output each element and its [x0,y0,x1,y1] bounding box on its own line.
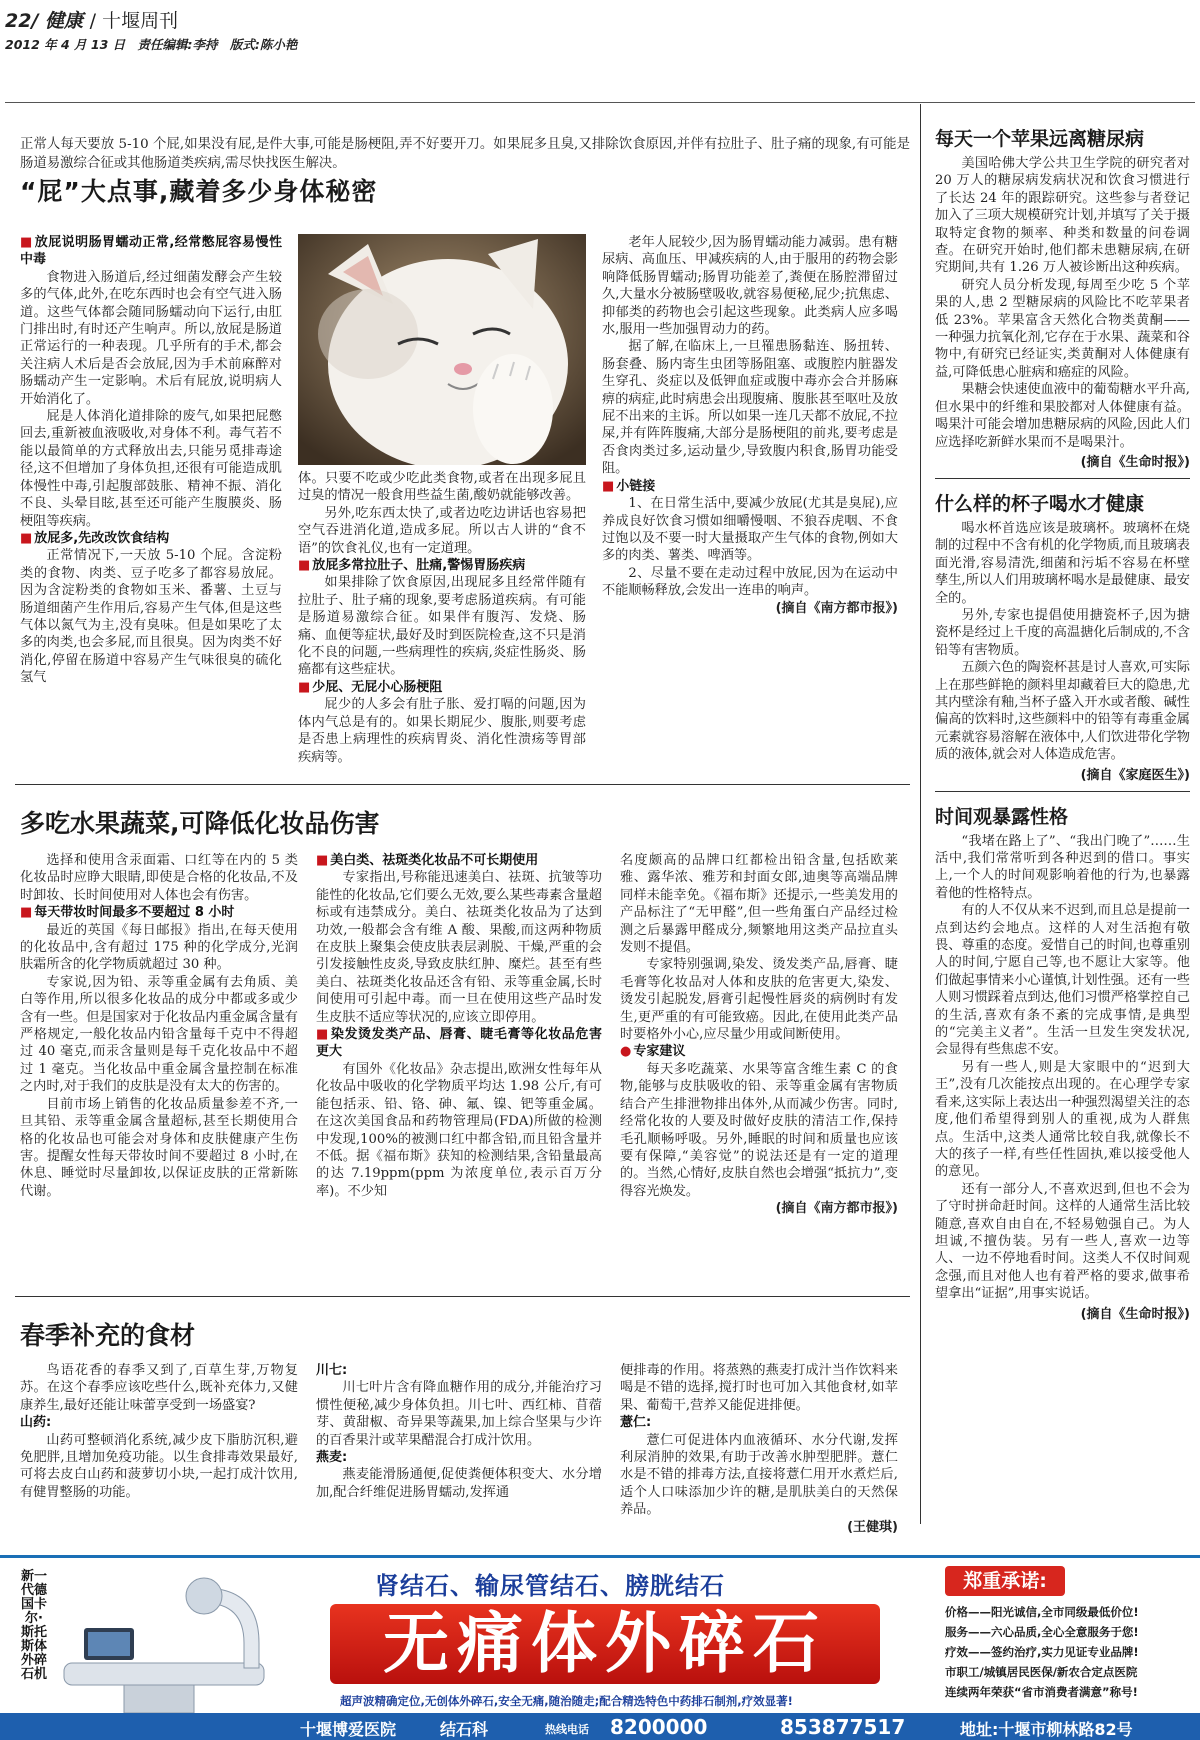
paragraph: 薏仁可促进体内血液循环、水分代谢,发挥利尿消肿的效果,有助于改善水肿型肥胖。薏仁水是不错的排毒方法,直接将薏仁用开水煮烂后,适个人口味添加少许的糖,是肌肤美白的天然保养品。 [620,1432,898,1518]
sidebar-divider [920,104,921,1524]
ad-promise-item: 价格——阳光诚信,全市同级最低价位! [945,1605,1139,1619]
ad-promise-item: 市职工/城镇居民医保/新农合定点医院 [945,1665,1138,1679]
article2-title: 多吃水果蔬菜,可降低化妆品伤害 [20,809,380,838]
phone-number-2: 853877517 [780,1715,906,1739]
article1-column-1 [20,234,282,687]
paragraph: 五颜六色的陶瓷杯甚是讨人喜欢,可实际上在那些鲜艳的颜料里却藏着巨大的隐患,尤其内壁涂有釉,当杯子盛入开水或者酸、碱性偏高的饮料时,这些颜料中的铅等有毒重金属元素就容易溶解在液体中,人们饮进带化学物质的液体,就会对人体造成危害。 [935,660,1190,763]
article1-title: “屁”大点事,藏着多少身体秘密 [20,177,378,206]
subheading-text: 染发烫发类产品、唇膏、睫毛膏等化妆品危害更大 [316,1027,602,1060]
lithotripter-machine-icon [54,1568,284,1718]
layout-credit: 版式:陈小艳 [229,37,298,52]
food-heading: 川七: [316,1363,348,1378]
page-header [5,6,1195,54]
article3-title: 春季补充的食材 [20,1321,196,1350]
food-heading: 薏仁: [620,1415,652,1431]
paragraph: 还有一部分人,不喜欢迟到,但也不会为了守时拼命赶时间。这样的人通常生活比较随意,喜欢自由自在,不轻易勉强自己。为人坦诚,不擅伪装。另有一些人,喜欢一边等人、一边不停地看时间。这类人不仅时间观念强,而且对他人也有着严格的要求,做事希望拿出“证据”,用事实说话。 [935,1181,1190,1302]
section-rule-1 [15,784,910,785]
article2-column-2 [316,852,602,1200]
paragraph: 老年人屁较少,因为肠胃蠕动能力减弱。患有糖尿病、高血压、甲减疾病的人,由于服用的药物会影响降低肠胃蠕动;肠胃功能差了,粪便在肠腔滞留过久,大量水分被肠壁吸收,就容易便秘,屁少;抗焦虑、抑郁类的药物也会引起这些现象。此类病人应多喝水,服用一些加强胃动力的药。 [602,235,898,338]
paragraph: 2、尽量不要在走动过程中放屁,因为在运动中不能顺畅释放,会发出一连串的响声。 [602,565,898,599]
red-square-bullet-icon: ■ [20,905,33,921]
article-source: (摘自《南方都市报》) [775,600,898,616]
hospital-address: 地址:十堰市柳林路82号 [960,1720,1133,1739]
ad-tagline: 超声波精确定位,无创体外碎石,安全无痛,随治随走;配合精选特色中药排石制剂,疗效显著! [340,1694,793,1708]
ad-main-slogan: 无痛体外碎石 [330,1604,880,1684]
paragraph: 便排毒的作用。将蒸熟的燕麦打成汁当作饮料来喝是不错的选择,搅打时也可加入其他食材,如苹果、葡萄干,营养又能促进排便。 [620,1363,898,1413]
ad-contact-bar [0,1713,1200,1740]
red-square-bullet-icon: ■ [20,530,33,546]
subheading-text: 放屁多常拉肚子、肚痛,警惕胃肠疾病 [312,558,526,574]
paragraph: 另外,吃东西太快了,或者边吃边讲话也容易把空气吞进消化道,造成多屁。所以古人讲的“食不语”的饮食礼仪,也有一定道理。 [298,505,586,556]
paragraph: 名度颇高的品牌口红都检出铅含量,包括欧莱雅、露华浓、雅芳和封面女郎,迪奥等高端品牌同样未能幸免。《福布斯》还提示,一些美发用的产品标注了“无甲醛”,但一些角蛋白产品经过检测之后暴露甲醛成分,频繁地用这类产品拉直头发则不提倡。 [620,853,898,956]
subheading [298,557,586,574]
paragraph: 最近的英国《每日邮报》指出,在每天使用的化妆品中,含有超过 175 种的化学成分,光润肤霜所含的化学物质就超过 30 种。 [20,922,298,973]
phone-number-1: 8200000 [610,1715,708,1739]
subheading [602,478,898,495]
ad-promise-item: 连续两年荣获“省市消费者满意”称号! [945,1685,1138,1699]
sidebar [935,124,1190,1322]
red-square-bullet-icon: ■ [602,478,615,494]
red-square-bullet-icon: ■ [316,1027,329,1043]
subheading-text: 放屁说明肠胃蠕动正常,经常憋屁容易慢性中毒 [20,235,282,268]
sidebar-rule-1 [935,478,1190,479]
page-number: 22/ [5,10,39,32]
subheading [316,1026,602,1061]
paragraph: 研究人员分析发现,每周至少吃 5 个苹果的人,患 2 型糖尿病的风险比不吃苹果者低 23%。苹果富含天然化合物类黄酮——一种强力抗氧化剂,它存在于水果、蔬菜和谷物中,有研究已经证实,类黄酮对人体健康有益,可降低患心脏病和癌症的风险。 [935,277,1190,380]
sidebar-article-cup [935,489,1190,783]
paragraph: “我堵在路上了”、“我出门晚了”……生活中,我们常常听到各种迟到的借口。事实上,一个人的时间观影响着他的行为,也暴露着他的性格特点。 [935,833,1190,901]
subheading [20,234,282,269]
subheading-text: 专家建议 [633,1044,686,1060]
section-name: 健康 [45,10,84,32]
subheading [298,679,586,696]
advertisement [0,1555,1200,1740]
sidebar-source-cup: (摘自《家庭医生》) [1080,767,1190,783]
paragraph: 专家特别强调,染发、烫发类产品,唇膏、睫毛膏等化妆品对人体和皮肤的危害更大,染发、烫发引起脱发,唇膏引起慢性唇炎的病例时有发生,更严重的有可能致癌。因此,在使用此类产品时要格外小心,应尽量少用或间断使用。 [620,957,898,1043]
paragraph: 如果排除了饮食原因,出现屁多且经常伴随有拉肚子、肚子痛的现象,要考虑肠道疾病。有可能是肠道易激综合征。如果伴有腹泻、发烧、肠痛、血便等症状,最好及时到医院检查,这不只是消化不良的问题,一些病理性的疾病,炎症性肠炎、肠癌都有这些症状。 [298,575,586,678]
article2-column-1 [20,852,298,1200]
ad-promise-title: 郑重承诺: [945,1566,1065,1596]
ad-promise-item: 疗效——签约治疗,实力见证专业品牌! [945,1645,1139,1659]
header-line1 [5,6,1195,33]
paragraph: 体。只要不吃或少吃此类食物,或者在出现多屁且过臭的情况一般食用些益生菌,酸奶就能够改善。 [298,471,586,504]
red-square-bullet-icon: ■ [20,235,33,250]
paragraph: 另外,专家也提倡使用搪瓷杯子,因为搪瓷杯是经过上千度的高温搪化后制成的,不含铅等有害物质。 [935,607,1190,658]
paragraph: 据了解,在临床上,一旦罹患肠黏连、肠扭转、肠套叠、肠内寄生虫团等肠阻塞、或腹腔内脏器发生穿孔、炎症以及低钾血症或腹中毒亦会合并肠麻痹的病症,此时病患会出现腹痛、腹胀甚至呕吐及放屁不出来的主诉。所以如果一连几天都不放屁,不拉屎,并有阵阵腹痛,大部分是肠梗阻的前兆,要考虑是否食肉类过多,运动量少,导致腹内积食,肠胃功能受阻。 [602,339,898,477]
editor-credit: 责任编辑:李持 [137,37,218,52]
article2-column-3 [620,852,898,1218]
cat-image-icon [298,234,586,465]
ad-vertical-text: 新一代德国卡尔·斯托斯体外碎石机 [20,1569,47,1682]
header-line2 [5,35,1195,53]
paragraph: 专家说,因为铅、汞等重金属有去角质、美白等作用,所以很多化妆品的成分中都或多或少含有一些。但是国家对于化妆品内重金属含量有严格规定,一般化妆品内铅含量每千克中不得超过 40 毫克,而汞含量则是每千克化妆品中不超过 1 毫克。当化妆品中重金属含量控制在标准之内时,对于我们的皮肤是没有太大的伤害的。 [20,974,298,1095]
article3-column-1 [20,1362,298,1501]
paragraph: 专家指出,号称能迅速美白、祛斑、抗皱等功能性的化妆品,它们要么无效,要么某些毒素含量超标或有违禁成分。美白、祛斑类化妆品为了达到功效,一般都会含有维 A 酸、果酸,而这两种物质在皮肤上聚集会使皮肤表层剥脱、干燥,严重的会引发接触性皮炎,导致皮肤红肿、糜烂。甚至有些美白、祛斑类化妆品还含有铅、汞等重金属,长时间使用可引起中毒。而一旦在使用这些产品时发生皮肤不适应等状况的,应该立即停用。 [316,870,602,1025]
article1-column-3 [602,234,898,617]
paragraph: 鸟语花香的春季又到了,百草生芽,万物复苏。在这个春季应该吃些什么,既补充体力,又健康养生,最好还能让味蕾享受到一场盛宴? [20,1363,298,1413]
paragraph: 有的人不仅从来不迟到,而且总是提前一点到达约会地点。这样的人对生活抱有敬畏、尊重的态度。爱惜自己的时间,也尊重别人的时间,宁愿自己等,也不愿让大家等。他们做起事情来小心谨慎,计划性强。还有一些人则习惯踩着点到达,他们习惯严格掌控自己的生活,喜欢有条不紊的完成事情,是典型的“完美主义者”。生活一旦发生突发状况,会显得有些焦虑不安。 [935,903,1190,1058]
paper-name: / 十堰周刊 [89,10,179,32]
food-heading: 燕麦: [316,1450,348,1466]
paragraph: 食物进入肠道后,经过细菌发酵会产生较多的气体,此外,在吃东西时也会有空气进入肠道。这些气体都会随同肠蠕动向下运行,由肛门排出时,有时还产生响声。所以,放屁是肠道正常运行的一种表现。几乎所有的手术,都会关注病人术后是否会放屁,因为手术前麻醉对肠蠕动产生一定影响。术后有屁放,说明病人开始消化了。 [20,269,282,407]
article-source: (摘自《南方都市报》) [775,1201,898,1217]
paragraph: 川七叶片含有降血糖作用的成分,并能治疗习惯性便秘,减少身体负担。川七叶、西红柿、苜蓿芽、黄甜椒、奇异果等蔬果,加上综合坚果与少许的百香果汁或苹果醋混合打成汁饮用。 [316,1380,602,1448]
subheading [20,530,282,547]
sidebar-body-time [935,833,1190,1303]
subheading-text: 美白类、祛斑类化妆品不可长期使用 [330,853,539,868]
paragraph: 另有一些人,则是大家眼中的“迟到大王”,没有几次能按点出现的。在心理学专家看来,这实际上表达出一种强烈渴望关注的态度,他们希望得到别人的重视,成为人群焦点。生活中,这类人通常比较自我,就像长不大的孩子一样,有些任性固执,难以接受他人的意见。 [935,1059,1190,1180]
red-square-bullet-icon: ■ [298,679,311,695]
article1-column-2 [298,470,586,766]
subheading-text: 小链接 [616,478,656,494]
ad-promise-item: 服务——六心品质,全心全意服务于您! [945,1625,1139,1639]
paragraph: 美国哈佛大学公共卫生学院的研究者对 20 万人的糖尿病发病状况和饮食习惯进行了长达 24 年的跟踪研究。这些参与者登记加入了三项大规模研究计划,并填写了关于摄取特定食物的频率、种类和数量的问卷调查。在研究开始时,他们都未患糖尿病,在研究期间,共有 1.26 万人被诊断出这种疾病。 [935,156,1190,276]
paragraph: 每天多吃蔬菜、水果等富含维生素 C 的食物,能够与皮肤吸收的铅、汞等重金属有害物质结合产生排泄物排出体外,从而减少伤害。同时,经常化妆的人要及时做好皮肤的清洁工作,保持毛孔顺畅呼吸。另外,睡眠的时间和质量也应该要有保障,“美容觉”的说法还是有一定的道理的。当然,心情好,皮肤自然也会增强“抵抗力”,变得容光焕发。 [620,1061,898,1199]
paragraph: 山药可整顿消化系统,减少皮下脂肪沉积,避免肥胖,且增加免疫功能。以生食排毒效果最好,可将去皮白山药和菠萝切小块,一起打成汁饮用,有健胃整肠的功能。 [20,1432,298,1500]
article3-column-3 [620,1362,898,1536]
phone-label: 热线电话 [545,1723,589,1736]
ad-headline: 肾结石、输尿管结石、膀胱结石 [375,1572,725,1600]
subheading [20,904,298,921]
sidebar-source-time: (摘自《生命时报》) [1080,1306,1190,1322]
subheading-text: 每天带妆时间最多不要超过 8 小时 [34,905,235,921]
paragraph: 屁少的人多会有肚子胀、爱打嗝的问题,因为体内气总是有的。如果长期屁少、腹胀,则要考虑是否患上病理性的疾病胃炎、消化性溃疡等胃部疾病等。 [298,697,586,765]
sidebar-title-cup: 什么样的杯子喝水才健康 [935,492,1145,515]
sidebar-article-apple [935,124,1190,470]
subheading [316,852,602,869]
paragraph: 目前市场上销售的化妆品质量参差不齐,一旦其铅、汞等重金属含量超标,甚至长期使用合格的化妆品也可能会对身体和皮肤健康产生伤害。提醒女性每天带妆时间不要超过 8 小时,在休息、睡觉时尽量卸妆,以保证皮肤的正常新陈代谢。 [20,1096,298,1199]
red-square-bullet-icon: ■ [298,558,311,574]
paragraph: 正常情况下,一天放 5-10 个屁。含淀粉类的食物、肉类、豆子吃多了都容易放屁。因为含淀粉类的食物如玉米、番薯、土豆与肠道细菌产生作用后,容易产生气体,但是这些气体以氮气为主,没有臭味。但是如果吃了太多的肉类,也会多屁,而且很臭。因为肉类不好消化,停留在肠道中容易产生气味很臭的硫化氢气 [20,548,282,686]
paragraph: 1、在日常生活中,要减少放屁(尤其是臭屁),应养成良好饮食习惯如细嚼慢咽、不狼吞虎咽、不食过饱以及不要一时大量摄取产生气体的食物,例如大多的肉类、薯类、啤酒等。 [602,496,898,564]
sidebar-body-cup [935,520,1190,764]
ad-promise-list [945,1602,1195,1702]
hospital-name: 十堰博爱医院 [300,1720,397,1739]
red-square-bullet-icon: ■ [316,853,329,868]
article-source: (王健琪) [847,1519,898,1535]
article1-intro: 正常人每天要放 5-10 个屁,如果没有屁,是件大事,可能是肠梗阻,弄不好要开刀。如果屁多且臭,又排除饮食原因,并伴有拉肚子、肚子痛的现象,有可能是肠道易激综合征或其他肠道类疾病,需尽快找医生解决。 [20,137,910,171]
paragraph: 燕麦能滑肠通便,促使粪便体积变大、水分增加,配合纤维促进肠胃蠕动,发挥通 [316,1467,602,1500]
cat-photo [298,234,586,465]
subheading-text: 放屁多,先改改饮食结构 [34,530,170,546]
header-rule [5,102,1195,103]
sidebar-article-time [935,802,1190,1322]
food-heading: 山药: [20,1415,52,1431]
paragraph: 屁是人体消化道排除的废气,如果把屁憋回去,重新被血液吸收,对身体不利。毒气若不能以最简单的方式释放出去,只能另觅排毒途径,这不但增加了身体负担,还很有可能造成肌体慢性中毒,引起腹部鼓胀、精神不振、消化不良、头晕目眩,甚至还可能产生腹膜炎、肠梗阻等疾病。 [20,409,282,529]
sidebar-source-apple: (摘自《生命时报》) [1080,454,1190,470]
issue-date: 2012 年 4 月 13 日 [5,37,126,52]
red-dot-bullet-icon: ● [620,1044,632,1060]
paragraph: 果糖会快速使血液中的葡萄糖水平升高,但水果中的纤维和果胶都对人体健康有益。喝果汁可能会增加患糖尿病的风险,因此人们应选择吃新鲜水果而不是喝果汁。 [935,382,1190,450]
article3-column-2 [316,1362,602,1501]
section-rule-2 [15,1296,910,1297]
paragraph: 选择和使用含汞面霜、口红等在内的 5 类化妆品时应睁大眼睛,即使是合格的化妆品,不及时卸妆、长时间使用对人体也会有伤害。 [20,853,298,903]
sidebar-body-apple [935,155,1190,451]
sidebar-title-apple: 每天一个苹果远离糖尿病 [935,128,1145,150]
paragraph: 喝水杯首选应该是玻璃杯。玻璃杯在烧制的过程中不含有机的化学物质,而且玻璃表面光滑,容易清洗,细菌和污垢不容易在杯壁孳生,所以人们用玻璃杯喝水是最健康、最安全的。 [935,520,1190,606]
paragraph: 有国外《化妆品》杂志提出,欧洲女性每年从化妆品中吸收的化学物质平均达 1.98 公斤,有可能包括汞、铅、铬、砷、氟、镍、钯等重金属。在这次美国食品和药物管理局(FDA)所做的检测中发现,100%的被测口红中都含铅,而且铅含量并不低。据《福布斯》获知的检测结果,含铅量最高的达 7.19ppm(ppm 为浓度单位,表示百万分率)。不少知 [316,1061,602,1199]
subheading-text: 少屁、无屁小心肠梗阻 [312,679,443,695]
sidebar-rule-2 [935,791,1190,792]
subheading [620,1043,898,1060]
sidebar-title-time: 时间观暴露性格 [935,805,1069,828]
department-name: 结石科 [440,1720,489,1739]
